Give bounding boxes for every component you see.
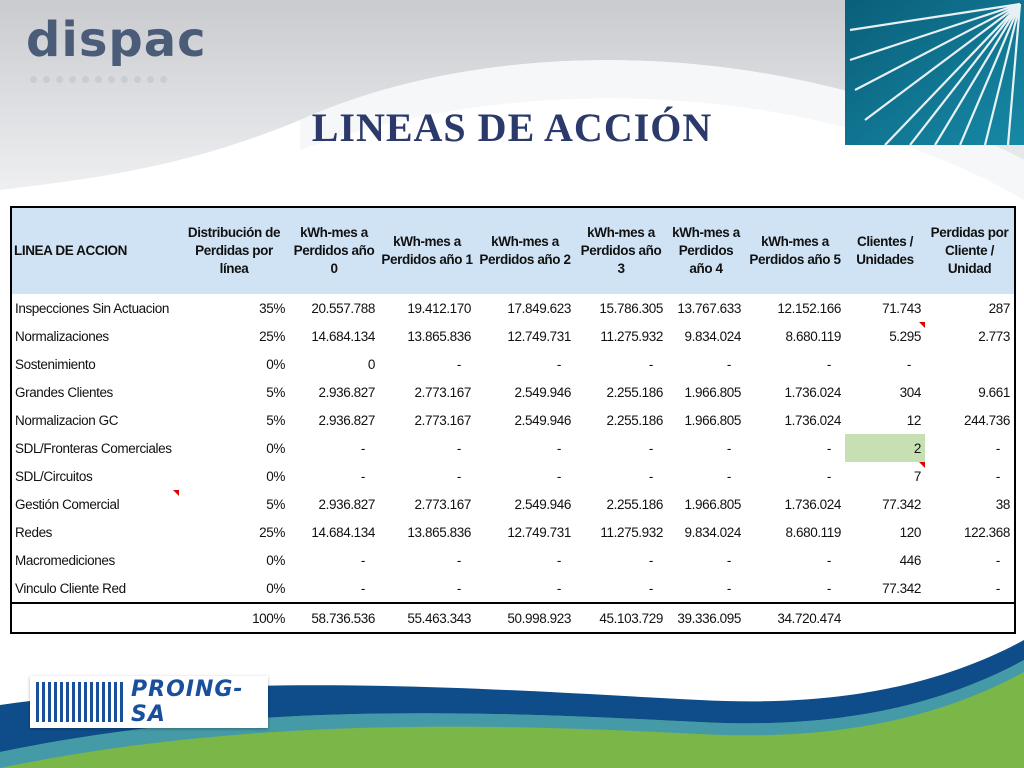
table-row bbox=[11, 490, 1015, 518]
table-cell: 7 bbox=[845, 462, 925, 490]
table-cell: 2.773.167 bbox=[414, 412, 471, 428]
row-label: SDL/Circuitos bbox=[11, 462, 179, 490]
table-cell: 12.749.731 bbox=[507, 328, 571, 344]
header-clientes: Clientes / Unidades bbox=[845, 207, 925, 294]
table-cell: 11.275.932 bbox=[600, 328, 663, 344]
table-cell: 304 bbox=[899, 384, 921, 400]
table-cell: 0 bbox=[367, 356, 375, 372]
table-row bbox=[11, 546, 1015, 574]
table-cell: 14.684.134 bbox=[311, 524, 375, 540]
table-cell: - bbox=[456, 552, 461, 568]
table-cell: 25% bbox=[259, 524, 285, 540]
row-label: Inspecciones Sin Actuacion bbox=[11, 294, 179, 322]
table-cell: - bbox=[726, 580, 731, 596]
table-cell: 13.865.836 bbox=[407, 524, 471, 540]
table-cell: 1.966.805 bbox=[684, 384, 741, 400]
table-cell: 12.152.166 bbox=[777, 300, 841, 316]
table-cell: - bbox=[456, 356, 461, 372]
header-distribucion: Distribución de Perdidas por línea bbox=[179, 207, 289, 294]
table-cell: 9.834.024 bbox=[684, 524, 741, 540]
table-row bbox=[11, 406, 1015, 434]
table-cell: 13.865.836 bbox=[407, 328, 471, 344]
table-cell: - bbox=[726, 552, 731, 568]
table-cell: 8.680.119 bbox=[785, 524, 841, 540]
table-cell: 77.342 bbox=[882, 580, 921, 596]
row-label: Redes bbox=[11, 518, 179, 546]
table-cell: 35% bbox=[259, 300, 285, 316]
total-cell: 55.463.343 bbox=[379, 603, 475, 633]
table-cell: 2.255.186 bbox=[606, 412, 663, 428]
table-cell: - bbox=[556, 580, 561, 596]
table-row bbox=[11, 322, 1015, 350]
table-cell: - bbox=[826, 468, 831, 484]
table-body bbox=[11, 294, 1015, 633]
table-row bbox=[11, 574, 1015, 603]
table-cell: - bbox=[648, 552, 653, 568]
table-cell: 0% bbox=[266, 356, 285, 372]
header-ano0: kWh-mes a Perdidos año 0 bbox=[289, 207, 379, 294]
row-label: SDL/Fronteras Comerciales bbox=[11, 434, 179, 462]
table-cell: 0% bbox=[266, 440, 285, 456]
table-cell: - bbox=[360, 580, 365, 596]
table-cell: - bbox=[648, 356, 653, 372]
table-cell: - bbox=[925, 546, 1015, 574]
table-row bbox=[11, 350, 1015, 378]
table-cell: 1.966.805 bbox=[684, 496, 741, 512]
table-cell: - bbox=[360, 440, 365, 456]
total-cell bbox=[925, 603, 1015, 633]
table-cell: 244.736 bbox=[925, 406, 1015, 434]
row-label: Normalizaciones bbox=[11, 322, 179, 350]
table-cell: 5% bbox=[266, 496, 285, 512]
table-cell: 9.661 bbox=[925, 378, 1015, 406]
table-cell: 20.557.788 bbox=[311, 300, 375, 316]
table-cell: - bbox=[456, 468, 461, 484]
table-cell: 71.743 bbox=[882, 300, 921, 316]
table-cell: 11.275.932 bbox=[600, 524, 663, 540]
table-cell: - bbox=[925, 434, 1015, 462]
table-cell: - bbox=[648, 440, 653, 456]
row-label: Macromediciones bbox=[11, 546, 179, 574]
dispac-logo-text: dispac bbox=[26, 12, 207, 68]
table-header-row bbox=[11, 207, 1015, 294]
table-cell: 12 bbox=[906, 412, 921, 428]
proing-logo-text: PROING-SA bbox=[131, 677, 244, 727]
table-cell: 1.736.024 bbox=[784, 384, 841, 400]
header-ano1: kWh-mes a Perdidos año 1 bbox=[379, 207, 475, 294]
table-cell: 13.767.633 bbox=[677, 300, 741, 316]
header-ano4: kWh-mes a Perdidos año 4 bbox=[667, 207, 745, 294]
table-cell: - bbox=[456, 440, 461, 456]
table-cell: 0% bbox=[266, 580, 285, 596]
table-cell: 1.736.024 bbox=[784, 412, 841, 428]
table-cell: 2.549.946 bbox=[514, 496, 571, 512]
table-cell: 2.773 bbox=[925, 322, 1015, 350]
table-cell: 1.966.805 bbox=[684, 412, 741, 428]
lineas-accion-table bbox=[10, 206, 1016, 634]
total-cell: 100% bbox=[179, 603, 289, 633]
header-ano2: kWh-mes a Perdidos año 2 bbox=[475, 207, 575, 294]
table-cell: - bbox=[360, 552, 365, 568]
table-cell: 17.849.623 bbox=[507, 300, 571, 316]
table-cell: 38 bbox=[925, 490, 1015, 518]
table-cell: 5% bbox=[266, 412, 285, 428]
table-cell: 12.749.731 bbox=[507, 524, 571, 540]
row-label: Grandes Clientes bbox=[11, 378, 179, 406]
table-cell: - bbox=[456, 580, 461, 596]
row-label: Sostenimiento bbox=[11, 350, 179, 378]
table-cell: - bbox=[726, 468, 731, 484]
table-cell: - bbox=[826, 356, 831, 372]
table-cell: - bbox=[360, 468, 365, 484]
table-cell: 287 bbox=[925, 294, 1015, 322]
total-cell: 58.736.536 bbox=[289, 603, 379, 633]
dispac-logo bbox=[26, 10, 207, 102]
total-cell: 45.103.729 bbox=[575, 603, 667, 633]
table-cell: 15.786.305 bbox=[599, 300, 663, 316]
total-cell: 34.720.474 bbox=[745, 603, 845, 633]
table-cell: - bbox=[556, 356, 561, 372]
table-cell: 0% bbox=[266, 468, 285, 484]
table-cell: 2.255.186 bbox=[606, 384, 663, 400]
row-label: Normalizacion GC bbox=[11, 406, 179, 434]
table-cell: 8.680.119 bbox=[785, 328, 841, 344]
table-cell: 2.936.827 bbox=[318, 412, 375, 428]
slide-title: LINEAS DE ACCIÓN bbox=[311, 105, 713, 150]
table-cell: 2.773.167 bbox=[414, 496, 471, 512]
table-cell: - bbox=[556, 552, 561, 568]
header-ano5: kWh-mes a Perdidos año 5 bbox=[745, 207, 845, 294]
table-cell: - bbox=[556, 440, 561, 456]
table-cell: - bbox=[556, 468, 561, 484]
header-linea: LINEA DE ACCION bbox=[11, 207, 179, 294]
table-cell: - bbox=[826, 580, 831, 596]
table-cell: 2.255.186 bbox=[606, 496, 663, 512]
table-cell: 77.342 bbox=[882, 496, 921, 512]
total-cell bbox=[11, 603, 179, 633]
table-cell: 5% bbox=[266, 384, 285, 400]
table-cell: 14.684.134 bbox=[311, 328, 375, 344]
table-cell: - bbox=[826, 552, 831, 568]
table-cell: - bbox=[925, 462, 1015, 490]
table-cell: 1.736.024 bbox=[784, 496, 841, 512]
table-cell: - bbox=[726, 440, 731, 456]
table-cell: - bbox=[726, 356, 731, 372]
proing-stripes-icon bbox=[36, 682, 123, 722]
table-cell: 25% bbox=[259, 328, 285, 344]
table-cell: 9.834.024 bbox=[684, 328, 741, 344]
table-cell: 19.412.170 bbox=[407, 300, 471, 316]
table-row bbox=[11, 462, 1015, 490]
total-cell: 39.336.095 bbox=[667, 603, 745, 633]
total-cell bbox=[845, 603, 925, 633]
table-cell: - bbox=[906, 356, 911, 372]
table-row bbox=[11, 294, 1015, 322]
table-cell: 120 bbox=[899, 524, 921, 540]
table-row bbox=[11, 378, 1015, 406]
logo-dots bbox=[30, 76, 176, 83]
row-label: Vinculo Cliente Red bbox=[11, 574, 179, 603]
table-cell: - bbox=[648, 468, 653, 484]
table-cell: 2.549.946 bbox=[514, 412, 571, 428]
table-row bbox=[11, 434, 1015, 462]
table-cell: 446 bbox=[899, 552, 921, 568]
proing-logo bbox=[30, 676, 268, 728]
row-label: Gestión Comercial bbox=[11, 490, 179, 518]
table-cell: 2.936.827 bbox=[318, 384, 375, 400]
table-cell: 2.549.946 bbox=[514, 384, 571, 400]
table-cell: 5.295 bbox=[845, 322, 925, 350]
table-cell: - bbox=[925, 574, 1015, 603]
table-cell bbox=[925, 350, 1015, 378]
table-cell: 122.368 bbox=[925, 518, 1015, 546]
table-cell: 0% bbox=[266, 552, 285, 568]
table-cell: 2.773.167 bbox=[414, 384, 471, 400]
total-cell: 50.998.923 bbox=[475, 603, 575, 633]
data-table-wrapper bbox=[10, 206, 1014, 634]
header-ano3: kWh-mes a Perdidos año 3 bbox=[575, 207, 667, 294]
header-perdidas-cliente: Perdidas por Cliente / Unidad bbox=[925, 207, 1015, 294]
table-cell: - bbox=[648, 580, 653, 596]
table-cell: 2 bbox=[845, 434, 925, 462]
table-cell: 2.936.827 bbox=[318, 496, 375, 512]
table-row bbox=[11, 518, 1015, 546]
table-total-row bbox=[11, 603, 1015, 633]
table-cell: - bbox=[826, 440, 831, 456]
